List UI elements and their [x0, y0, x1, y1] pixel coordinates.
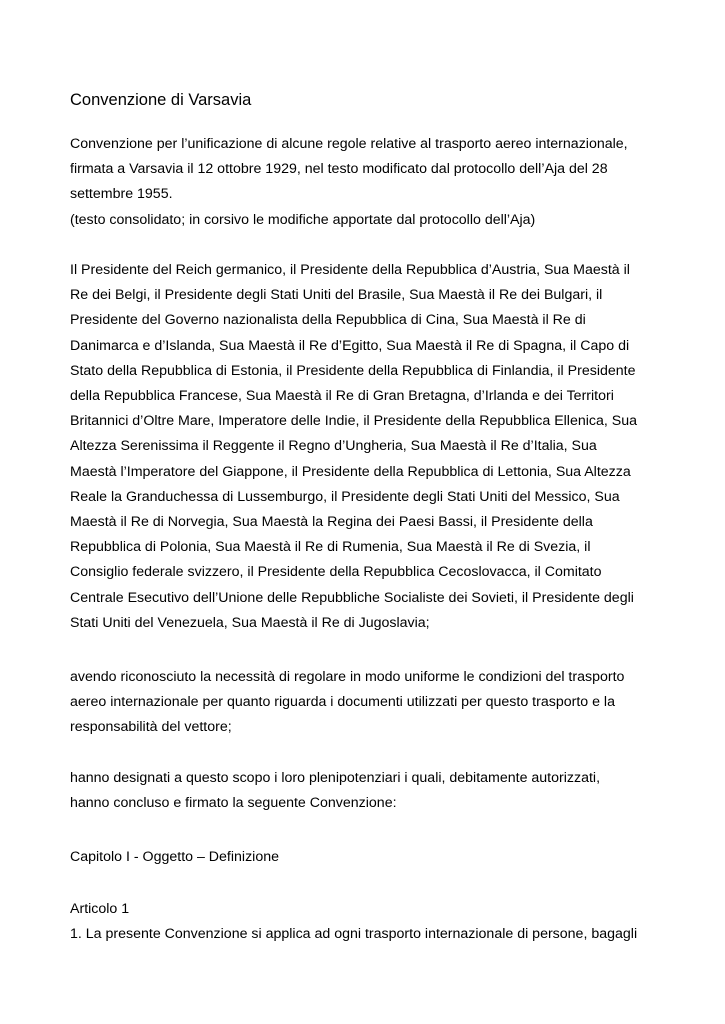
parties-line: Reale la Granduchessa di Lussemburgo, il Presidente degli Stati Uniti del Messico, Sua: [70, 488, 620, 505]
document-title: Convenzione di Varsavia: [70, 91, 252, 109]
intro-line: (testo consolidato; in corsivo le modifiche apportate dal protocollo dell’Aja): [70, 211, 536, 228]
parties-line: della Repubblica Francese, Sua Maestà il Re di Gran Bretagna, d’Irlanda e dei Territori: [70, 388, 614, 405]
recognition-line: aereo internazionale per quanto riguarda i documenti utilizzati per questo trasporto e la: [70, 694, 615, 711]
parties-line: Maestà l’Imperatore del Giappone, il Presidente della Repubblica di Lettonia, Sua Altezza: [70, 463, 631, 480]
intro-paragraph: [70, 132, 628, 233]
parties-line: Maestà il Re di Norvegia, Sua Maestà la Regina dei Paesi Bassi, il Presidente della: [70, 514, 593, 531]
article-heading: Articolo 1: [70, 901, 130, 917]
parties-paragraph: [70, 258, 637, 636]
designation-line: hanno designati a questo scopo i loro plenipotenziari i quali, debitamente autorizzati,: [70, 770, 601, 786]
parties-line: Il Presidente del Reich germanico, il Presidente della Repubblica d’Austria, Sua Maestà il: [70, 262, 630, 278]
parties-line: Altezza Serenissima il Reggente il Regno d’Ungheria, Sua Maestà il Re d’Italia, Sua: [70, 438, 597, 455]
parties-line: Stato della Repubblica di Estonia, il Presidente della Repubblica di Finlandia, il Presidente: [70, 362, 636, 379]
article-block: [70, 897, 637, 947]
intro-line: settembre 1955.: [70, 186, 173, 203]
parties-line: Consiglio federale svizzero, il Presidente della Repubblica Cecoslovacca, il Comitato: [70, 564, 602, 581]
parties-line: Stati Uniti del Venezuela, Sua Maestà il Re di Jugoslavia;: [70, 614, 430, 631]
parties-line: Britannici d’Oltre Mare, Imperatore delle Indie, il Presidente della Repubblica Ellenica, Sua: [70, 413, 638, 430]
recognition-paragraph: [70, 665, 624, 741]
intro-line: Convenzione per l’unificazione di alcune regole relative al trasporto aereo internazionale,: [70, 136, 628, 152]
chapter-heading: [70, 845, 279, 870]
parties-line: Presidente del Governo nazionalista della Repubblica di Cina, Sua Maestà il Re di: [70, 312, 586, 329]
chapter-heading-text: Capitolo I - Oggetto – Definizione: [70, 849, 279, 865]
article-line: 1. La presente Convenzione si applica ad ogni trasporto internazionale di persone, bagagli: [70, 926, 638, 943]
parties-line: Centrale Esecutivo dell’Unione delle Repubbliche Socialiste dei Sovieti, il Presidente degli: [70, 589, 634, 606]
recognition-line: responsabilità del vettore;: [70, 719, 232, 736]
intro-line: firmata a Varsavia il 12 ottobre 1929, nel testo modificato dal protocollo dell’Aja del 28: [70, 161, 608, 178]
recognition-line: avendo riconosciuto la necessità di regolare in modo uniforme le condizioni del trasporto: [70, 669, 625, 685]
parties-line: Re dei Belgi, il Presidente degli Stati Uniti del Brasile, Sua Maestà il Re dei Bulgari, il: [70, 287, 603, 304]
designation-paragraph: [70, 766, 600, 816]
parties-line: Danimarca e d’Islanda, Sua Maestà il Re d’Egitto, Sua Maestà il Re di Spagna, il Capo di: [70, 337, 630, 354]
parties-line: Repubblica di Polonia, Sua Maestà il Re di Rumenia, Sua Maestà il Re di Svezia, il: [70, 539, 591, 556]
designation-line: hanno concluso e firmato la seguente Convenzione:: [70, 795, 397, 812]
